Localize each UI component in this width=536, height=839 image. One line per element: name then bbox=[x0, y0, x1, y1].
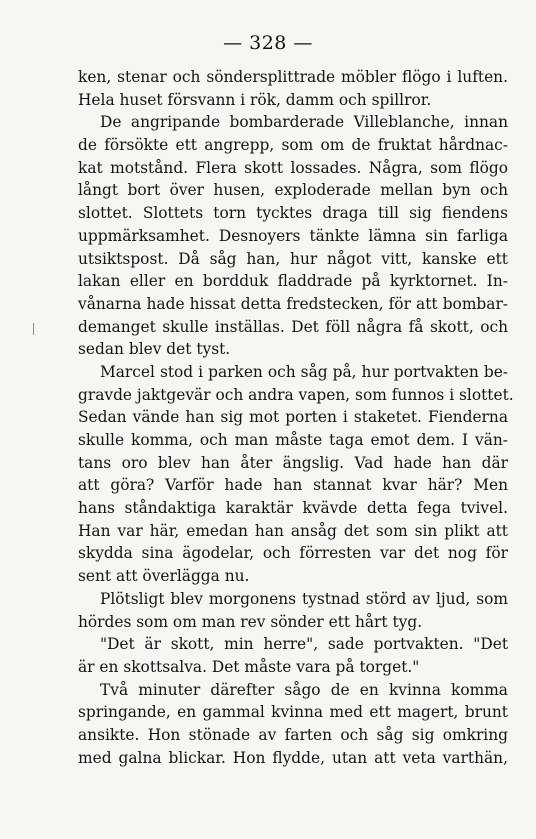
text-line: de försökte ett angrepp, som om de fruktat hårdnac- bbox=[78, 136, 508, 155]
text-line: skydda sina ägodelar, och förresten var det nog för bbox=[78, 544, 508, 563]
text-line: Marcel stod i parken och såg på, hur portvakten be- bbox=[100, 362, 508, 381]
text-line: ken, stenar och söndersplittrade möbler flögo i luften. bbox=[78, 68, 508, 86]
text-line: Sedan vände han sig mot porten i staketet. Fienderna bbox=[78, 408, 508, 427]
text-line: De angripande bombarderade Villeblanche, innan bbox=[100, 113, 508, 132]
text-line: att göra? Varför hade han stannat kvar här? Men bbox=[78, 476, 508, 495]
margin-mark bbox=[33, 323, 34, 335]
text-line: slottet. Slottets torn tycktes draga till sig fiendens bbox=[78, 204, 508, 223]
text-line: vånarna hade hissat detta fredstecken, för att bombar- bbox=[78, 294, 508, 313]
text-line: springande, en gammal kvinna med ett magert, brunt bbox=[78, 703, 508, 722]
text-line: Två minuter därefter sågo de en kvinna komma bbox=[100, 680, 508, 699]
page-number: — 328 — bbox=[223, 32, 313, 54]
text-line: sedan blev det tyst. bbox=[78, 340, 231, 359]
text-line: demanget skulle inställas. Det föll några få skott, och bbox=[78, 317, 508, 336]
text-line: med galna blickar. Hon flydde, utan att veta varthän, bbox=[78, 748, 508, 767]
text-line: Plötsligt blev morgonens tystnad störd av ljud, som bbox=[100, 589, 508, 608]
text-line: "Det är skott, min herre", sade portvakten. "Det bbox=[100, 635, 508, 654]
text-line: tans oro blev han åter ängslig. Vad hade han där bbox=[78, 453, 508, 472]
text-line: Han var här, emedan han ansåg det som sin plikt att bbox=[78, 521, 508, 540]
text-line: Hela huset försvann i rök, damm och spillror. bbox=[78, 90, 432, 109]
text-line: hans ståndaktiga karaktär kvävde detta fega tvivel. bbox=[78, 499, 508, 518]
text-line: gravde jaktgevär och andra vapen, som funnos i slottet. bbox=[78, 385, 514, 404]
text-line: utsiktspost. Då såg han, hur något vitt, kanske ett bbox=[78, 249, 508, 268]
text-line: uppmärksamhet. Desnoyers tänkte lämna sin farliga bbox=[78, 226, 508, 245]
body-text bbox=[78, 66, 514, 769]
text-line: sent att överlägga nu. bbox=[78, 567, 250, 586]
text-line: skulle komma, och man måste taga emot dem. I vän- bbox=[78, 431, 508, 449]
text-line: kat motstånd. Flera skott lossades. Några, som flögo bbox=[78, 158, 508, 177]
text-line: ansikte. Hon stönade av farten och såg sig omkring bbox=[78, 725, 508, 744]
text-line: långt bort över husen, exploderade mellan byn och bbox=[78, 181, 508, 200]
text-line: hördes som om man rev sönder ett hårt tyg. bbox=[78, 612, 423, 631]
text-line: är en skottsalva. Det måste vara på torget." bbox=[78, 657, 420, 676]
text-line: lakan eller en bordduk fladdrade på kyrktornet. In- bbox=[78, 272, 508, 291]
